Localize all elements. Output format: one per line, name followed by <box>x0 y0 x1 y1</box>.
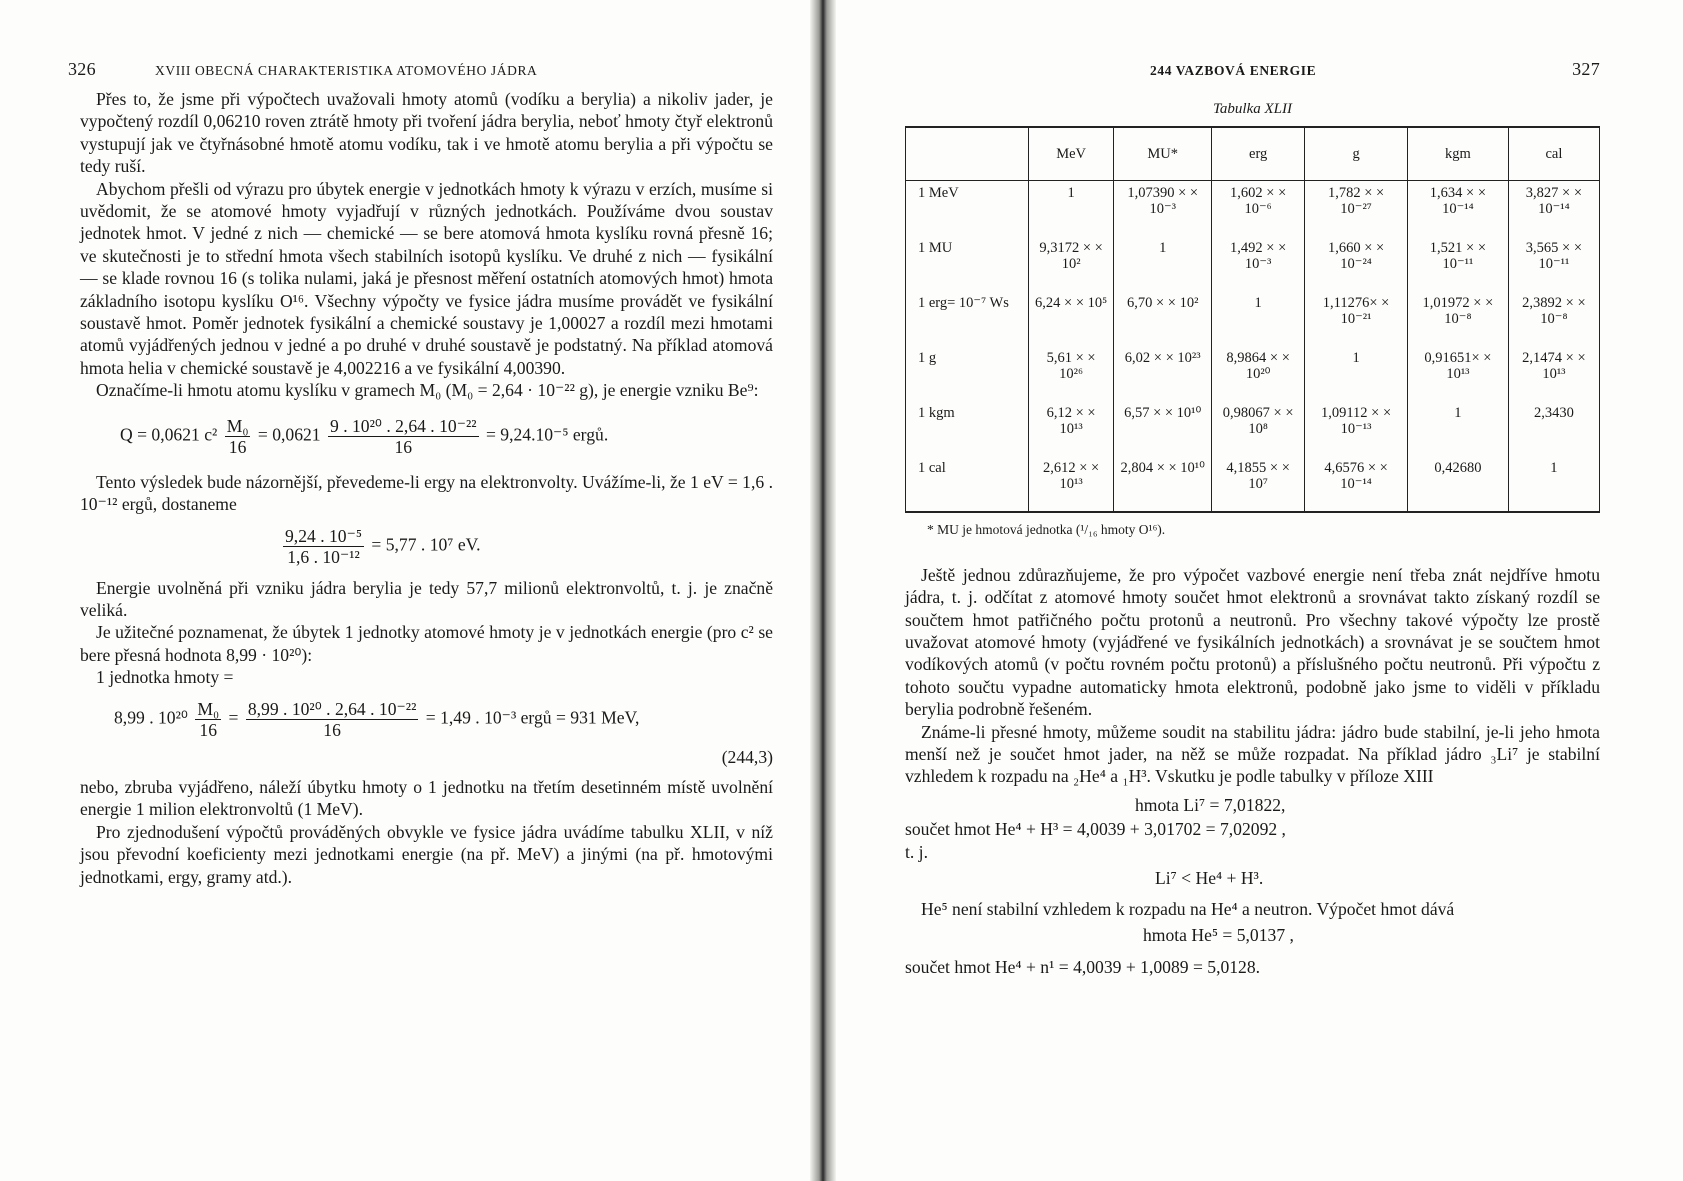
table-cell: 0,42680 <box>1408 456 1509 512</box>
eq1-mid: = 0,0621 <box>257 424 321 445</box>
eq1-f2-numerator: 9 . 10²⁰ . 2,64 . 10⁻²² <box>330 415 477 436</box>
eq1-rhs: = 9,24.10⁻⁵ ergů. <box>485 424 609 445</box>
table-cell: 0,91651× × 10¹³ <box>1408 346 1509 401</box>
table-cell: 1,660 × × 10⁻²⁴ <box>1305 236 1408 291</box>
left-page <box>68 58 773 888</box>
table-cell: 1,09112 × × 10⁻¹³ <box>1305 401 1408 456</box>
table-row <box>906 401 1600 456</box>
table-cell: 1,602 × × 10⁻⁶ <box>1212 181 1305 237</box>
eq3-f2-numerator: 8,99 . 10²⁰ . 2,64 . 10⁻²² <box>247 698 417 719</box>
right-paragraph-2: Známe-li přesné hmoty, můžeme soudit na stabilitu jádra: jádro bude stabilní, je-li jeho hmota menší než je součet hmot jader, na něž se může rozpadat. Na příklad jádro ₃Li⁷ je stabilní vzhledem k rozpadu na ₂He⁴ a ₁H³. Vskutku je podle tabulky v příloze XIII <box>905 721 1600 787</box>
table-cell: 5,61 × × 10²⁶ <box>1029 346 1114 401</box>
table-cell: 1 <box>1305 346 1408 401</box>
table-cell: 1,01972 × × 10⁻⁸ <box>1408 291 1509 346</box>
table-footnote: * MU je hmotová jednotka (¹/₁₆ hmoty O¹⁶). <box>927 522 1166 538</box>
equation-mass-unit <box>114 699 773 740</box>
table-cell: 1,521 × × 10⁻¹¹ <box>1408 236 1509 291</box>
table-cell: 1 <box>1212 291 1305 346</box>
equation-number: (244,3) <box>721 746 773 767</box>
left-paragraph-8: Pro zjednodušení výpočtů prováděných obvykle ve fysice jádra uvádíme tabulku XLII, v níž jsou převodní koeficienty mezi jednotkami energie (na př. MeV) a jinými (na př. hmotovými jednotkami, ergy, gramy atd.). <box>80 821 773 887</box>
left-running-title: XVIII OBECNÁ CHARAKTERISTIKA ATOMOVÉHO JÁDRA <box>155 63 538 78</box>
table-header-cell: g <box>1305 127 1408 181</box>
table-cell: 3,565 × × 10⁻¹¹ <box>1508 236 1599 291</box>
table-cell: 6,12 × × 10¹³ <box>1029 401 1114 456</box>
eq1-fraction-1 <box>225 416 251 457</box>
table-cell: 1 <box>1508 456 1599 512</box>
table-cell: 9,3172 × × 10² <box>1029 236 1114 291</box>
table-cell: 6,57 × × 10¹⁰ <box>1114 401 1212 456</box>
equation-electronvolts <box>280 526 773 567</box>
eq3-fraction-1 <box>195 699 221 740</box>
table-cell: 8,9864 × × 10²⁰ <box>1212 346 1305 401</box>
table-cell: 6,24 × × 10⁵ <box>1029 291 1114 346</box>
equation-number-row <box>80 746 773 768</box>
table-cell: 6,02 × × 10²³ <box>1114 346 1212 401</box>
left-paragraph-1: Přes to, že jsme při výpočtech uvažovali hmoty atomů (vodíku a berylia) a nikoliv jader, je vypočtený rozdíl 0,06210 roven ztrátě hmoty při tvoření jádra berylia, neboť hmoty čtyř elektronů vystupují jak ve čtyřnásobné hmotě atomu vodíku, tak i ve hmotě atomu berylia a při výpočtu se tedy ruší. <box>80 89 773 177</box>
table-header-row <box>906 127 1600 181</box>
table-row <box>906 181 1600 237</box>
eq3-equals: = <box>228 707 239 728</box>
right-running-head <box>905 58 1600 88</box>
table-row <box>906 236 1600 291</box>
table-cell: 6,70 × × 10² <box>1114 291 1212 346</box>
left-paragraph-6b: 1 jednotka hmoty = <box>96 667 234 688</box>
eq1-f1-denominator: 16 <box>228 436 247 457</box>
eq2-rhs: = 5,77 . 10⁷ eV. <box>371 534 481 555</box>
right-page-number: 327 <box>1572 59 1600 79</box>
eq3-lhs: 8,99 . 10²⁰ <box>114 707 188 728</box>
table-cell: 3,827 × × 10⁻¹⁴ <box>1508 181 1599 237</box>
table-header-cell <box>906 127 1029 181</box>
eq1-lhs: Q = 0,0621 c² <box>120 424 218 445</box>
table-row <box>906 346 1600 401</box>
eq3-f2-denominator: 16 <box>323 719 341 740</box>
table-cell: 4,6576 × × 10⁻¹⁴ <box>1305 456 1408 512</box>
table-row <box>906 456 1600 512</box>
eq1-f1-numerator: M₀ <box>226 415 249 436</box>
eq3-fraction-2 <box>246 699 419 740</box>
left-paragraph-5: Energie uvolněná při vzniku jádra berylia je tedy 57,7 milionů elektronvoltů, t. j. je značně veliká. <box>80 577 773 620</box>
eq3-rhs: = 1,49 . 10⁻³ ergů = 931 MeV, <box>425 707 640 728</box>
table-cell: 2,804 × × 10¹⁰ <box>1114 456 1212 512</box>
eq3-f1-numerator: M₀ <box>197 698 220 719</box>
table-cell: 1 g <box>906 346 1029 401</box>
equation-li7-mass: hmota Li⁷ = 7,01822, <box>1135 794 1286 815</box>
table-cell: 1 <box>1029 181 1114 237</box>
right-paragraph-3: He⁵ není stabilní vzhledem k rozpadu na He⁴ a neutron. Výpočet hmot dává <box>921 898 1455 919</box>
table-cell: 2,3430 <box>1508 401 1599 456</box>
right-page <box>905 58 1600 979</box>
table-header-cell: cal <box>1508 127 1599 181</box>
book-gutter <box>810 0 836 1181</box>
equation-he5-mass: hmota He⁵ = 5,0137 , <box>1143 924 1294 945</box>
conversion-table <box>905 126 1600 513</box>
left-paragraph-4: Tento výsledek bude názornější, převedeme-li ergy na elektronvolty. Uvážíme-li, že 1 eV = 1,6 . 10⁻¹² ergů, dostaneme <box>80 471 773 515</box>
equation-tj: t. j. <box>905 841 928 862</box>
table-cell: 4,1855 × × 10⁷ <box>1212 456 1305 512</box>
table-cell: 2,3892 × × 10⁻⁸ <box>1508 291 1599 346</box>
table-caption: Tabulka XLII <box>1212 101 1293 117</box>
table-cell: 1,634 × × 10⁻¹⁴ <box>1408 181 1509 237</box>
table-cell: 0,98067 × × 10⁸ <box>1212 401 1305 456</box>
table-cell: 1,07390 × × 10⁻³ <box>1114 181 1212 237</box>
eq2-numerator: 9,24 . 10⁻⁵ <box>285 525 362 546</box>
table-header-cell: MeV <box>1029 127 1114 181</box>
table-cell: 1 kgm <box>906 401 1029 456</box>
eq3-f1-denominator: 16 <box>199 719 217 740</box>
eq1-f2-denominator: 16 <box>394 436 413 457</box>
table-cell: 1,782 × × 10⁻²⁷ <box>1305 181 1408 237</box>
equation-energy-be9 <box>120 416 773 457</box>
table-cell: 1 cal <box>906 456 1029 512</box>
table-cell: 1 MeV <box>906 181 1029 237</box>
table-cell: 1 <box>1408 401 1509 456</box>
eq2-fraction <box>283 526 364 567</box>
left-paragraph-7: nebo, zbruba vyjádřeno, náleží úbytku hmoty o 1 jednotku na třetím desetinném místě uvolnění energie 1 milion elektronvoltů (1 MeV). <box>80 776 773 820</box>
table-cell: 1 MU <box>906 236 1029 291</box>
equation-he4-h3-sum: součet hmot He⁴ + H³ = 4,0039 + 3,01702 = 7,02092 , <box>905 819 1286 840</box>
table-cell: 1 erg= 10⁻⁷ Ws <box>906 291 1029 346</box>
table-cell: 1,492 × × 10⁻³ <box>1212 236 1305 291</box>
table-header-cell: MU* <box>1114 127 1212 181</box>
table-header-cell: erg <box>1212 127 1305 181</box>
right-running-title: 244 VAZBOVÁ ENERGIE <box>1150 63 1317 78</box>
table-row <box>906 291 1600 346</box>
table-cell: 2,1474 × × 10¹³ <box>1508 346 1599 401</box>
table-cell: 1,11276× × 10⁻²¹ <box>1305 291 1408 346</box>
equation-li7-inequality: Li⁷ < He⁴ + H³. <box>1155 868 1264 889</box>
left-paragraph-3: Označíme-li hmotu atomu kyslíku v gramech M₀ (M₀ = 2,64 · 10⁻²² g), je energie vzniku Be⁹: <box>96 380 759 401</box>
equation-he4-n-sum: součet hmot He⁴ + n¹ = 4,0039 + 1,0089 = 5,0128. <box>905 957 1261 978</box>
right-paragraph-1: Ještě jednou zdůrazňujeme, že pro výpočet vazbové energie není třeba znát nejdříve hmotu jádra, t. j. odčítat z atomové hmoty součet hmot elektronů a srovnávat takto získaný rozdíl se součtem hmot patřičného počtu protonů a neutronů. Pro všechny takové výpočty lze prostě uvažovat atomové hmoty (vyjádřené ve fysikálních jednotkách) a srovnávat je se součtem hmot vodíkových atomů (v počtu rovném počtu protonů) a příslušného počtu neutronů. Při výpočtu z tohoto součtu vypadne automaticky hmota elektronů, podobně jako jsme to viděli v příkladu berylia podrobně řešeném. <box>905 564 1600 720</box>
left-paragraph-2: Abychom přešli od výrazu pro úbytek energie v jednotkách hmoty k výrazu v erzích, musíme si uvědomit, že se atomové hmoty vyjadřují v různých jednotkách. Používáme dvou soustav jednotek hmot. V jedné z nich — chemické — se bere atomová hmota kyslíku rovná přesně 16; ve skutečnosti je to střední hmota všech stabilních isotopů kyslíku. Ve druhé z nich — fysikální — se klade rovnou 16 (s tolika nulami, jaká je přesnost měření ostatních atomových hmot) hmota základního isotopu kyslíku O¹⁶. Všechny výpočty ve fysice jádra musíme provádět ve fysikální soustavě hmot. Poměr jednotek fysikální a chemické soustavy je 1,00027 a rozdíl mezi hmotami atomů vyjádřených jednou v jedné a po druhé v druhé soustavě je podstatný. Na příklad atomová hmota helia v chemické soustavě je 4,002216 a ve fysikální 4,00390. <box>80 178 773 378</box>
table-cell: 2,612 × × 10¹³ <box>1029 456 1114 512</box>
table-header-cell: kgm <box>1408 127 1509 181</box>
table-cell: 1 <box>1114 236 1212 291</box>
left-paragraph-6: Je užitečné poznamenat, že úbytek 1 jednotky atomové hmoty je v jednotkách energie (pro c² se bere přesná hodnota 8,99 · 10²⁰): <box>80 622 773 665</box>
left-page-number: 326 <box>68 59 96 79</box>
left-running-head <box>68 58 773 88</box>
eq1-fraction-2 <box>328 416 479 457</box>
eq2-denominator: 1,6 . 10⁻¹² <box>287 546 360 567</box>
